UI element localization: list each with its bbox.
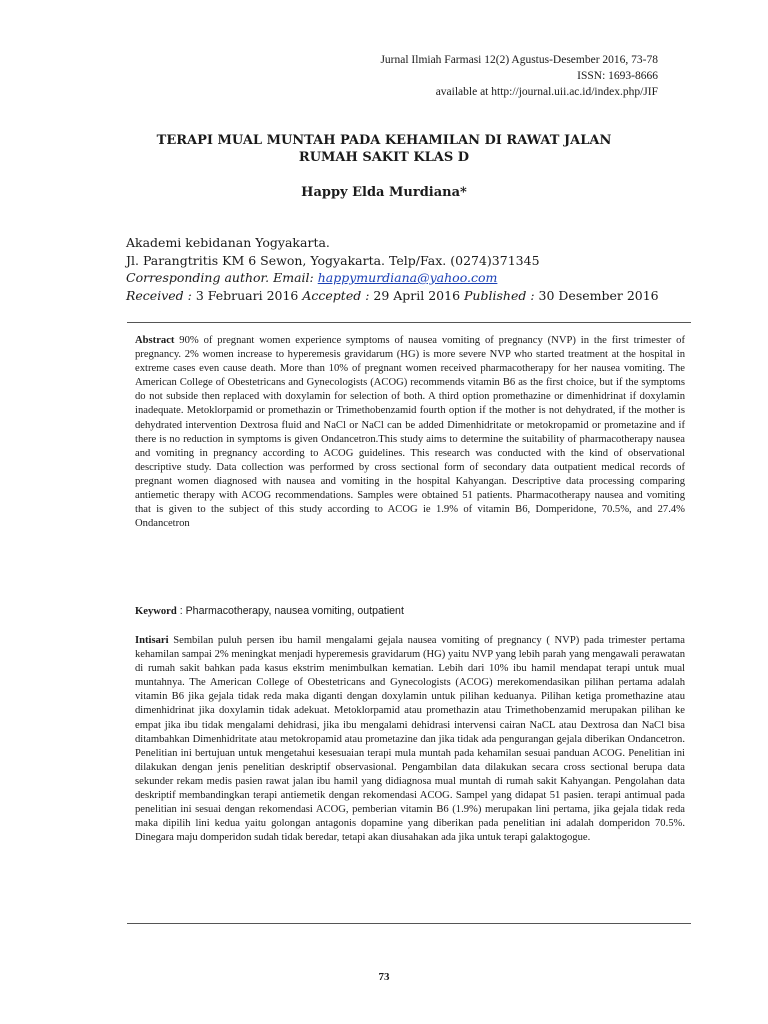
- intisari-paragraph: [135, 634, 685, 845]
- keyword-text: : Pharmacotherapy, nausea vomiting, outpatient: [176, 605, 404, 617]
- corresponding-author: [126, 269, 659, 287]
- received-label: Received :: [126, 287, 196, 303]
- paper-title: [0, 132, 768, 166]
- author-name: Happy Elda Murdiana*: [301, 185, 467, 200]
- published-label: Published :: [460, 287, 539, 303]
- accepted-label: Accepted :: [298, 287, 374, 303]
- intisari-label: Intisari: [135, 635, 169, 646]
- keyword-label: Keyword: [135, 606, 177, 617]
- address: Jl. Parangtritis KM 6 Sewon, Yogyakarta. Telp/Fax. (0274)371345: [126, 252, 540, 268]
- abstract-paragraph: [135, 334, 685, 531]
- affiliation-block: [126, 234, 659, 304]
- abstract-text: 90% of pregnant women experience symptoms of nausea vomiting of pregnancy (NVP) in the first trimester of pregnancy. 2% women increase to hyperemesis gravidarum (HG) is more severe NVP who started treatment at the hospital in extreme cases even cause death. More than 10% of pregnant women received pharmacotherapy for her nausea vomiting. The American College of Obestetricans and Gynecologists (ACOG) recommends vitamin B6 as the first choice, but if the symptoms do not subside then replaced with doxylamin for selection of both. A third option promethazine or dimenhidrinat if doxylamin inadequate. Metoklorpamid or promethazin or Trimethobenzamid fourth option if the mother is not dehydrated, if the mother is dehydrated intervention Dextrosa fluid and NaCl or NaCl can be added Dimenhidritate or metokropamid or prometazine and if there is no reduction in symptoms is given Ondancetron.This study aims to determine the suitability of pharmacotherapy nausea and vomiting in pregnancy according to ACOG guidelines. This research was conducted with the kind of observational descriptive study. Data collection was performed by cross sectional form of secondary data outpatient medical records of pregnant women diagnosed with nausea and vomiting in the hospital Kahyangan. Descriptive data processing comparing antiemetic therapy with ACOG recommendations. Samples were obtained 51 patients. Pharmacotherapy nausea and vomiting that is given to the subject of this study according to ACOG ie 1.9% of vitamin B6, Domperidone, 70.5%, and 27.4% Ondancetron: [135, 335, 685, 530]
- abstract-label: Abstract: [135, 335, 175, 346]
- paper-title-line-1: TERAPI MUAL MUNTAH PADA KEHAMILAN DI RAWAT JALAN: [156, 133, 612, 148]
- dates-line: [126, 287, 659, 305]
- journal-url: available at http://journal.uii.ac.id/index.php/JIF: [435, 86, 658, 98]
- received-date: 3 Februari 2016: [195, 287, 299, 303]
- journal-issn: ISSN: 1693-8666: [577, 70, 658, 82]
- accepted-date: 29 April 2016: [373, 287, 461, 303]
- published-date: 30 Desember 2016: [538, 287, 659, 303]
- institution: Akademi kebidanan Yogyakarta.: [126, 235, 330, 250]
- journal-header: [380, 52, 658, 100]
- keyword-paragraph: [135, 604, 685, 619]
- journal-citation: Jurnal Ilmiah Farmasi 12(2) Agustus-Desember 2016, 73-78: [380, 54, 658, 66]
- corresponding-label: Corresponding author. Email:: [126, 270, 318, 285]
- intisari-text: Sembilan puluh persen ibu hamil mengalami gejala nausea vomiting of pregnancy ( NVP) pada trimester pertama kehamilan sampai 2% meningkat menjadi hyperemesis gravidarum (HG) yaitu NVP yang lebih parah yang mengawali perawatan di rumah sakit bahkan pada kasus ekstrim menimbulkan kematian. Lebih dari 10% ibu hamil mendapat terapi untuk mual muntahnya. The American College of Obestetricans and Gynecologists (ACOG) merekomendasikan pilihan pertama adalah vitamin B6 jika gejala tidak reda maka diganti dengan doxylamin untuk pilihan keduanya. Pilihan ketiga promethazine atau dimenhidrinat jika doxylamin tidak adekuat. Metoklorpamid atau promethazin atau Trimethobenzamid merupakan pilihan ke empat jika ibu tidak mengalami dehidrasi, jika ibu mengalami dehidrasi intervensi cairan NaCL atau Dextrosa dan NaCl bisa ditambahkan Dimenhidritate atau metokropamid atau prometazine dan jika tidak ada pengurangan gejala diberikan Ondancetron. Penelitian ini bertujuan untuk mengetahui kesesuaian terapi mula muntah pada kehamilan sesuai panduan ACOG. Penelitian ini dilakukan dengan jenis penelitian deskriptif observasional. Pengambilan data dilakukan secara cross sectional berupa data sekunder rekam medis pasien rawat jalan ibu hamil yang didiagnosa mual muntah di rumah sakit Kahyangan. Pengolahan data deskriptif membandingkan terapi antiemetik dengan rekomendasi ACOG. Sampel yang didapat 51 pasien. terapi antimual pada penelitian ini sesuai dengan rekomendasi ACOG, pemberian vitamin B6 (1.9%) merupakan lini pertama, jika gejala tidak reda maka dipilih lini kedua yaitu golongan antagonis dopamine yang diberikan pada penelitian ini adalah domperidon 70.5%. Dinegara maju domperidon sudah tidak beredar, tetapi akan diusahakan ada jika untuk terapi galaktogogue.: [135, 635, 685, 844]
- email-link[interactable]: happymurdiana@yahoo.com: [317, 270, 498, 285]
- paper-title-line-2: RUMAH SAKIT KLAS D: [298, 150, 470, 165]
- page-number: 73: [378, 971, 390, 983]
